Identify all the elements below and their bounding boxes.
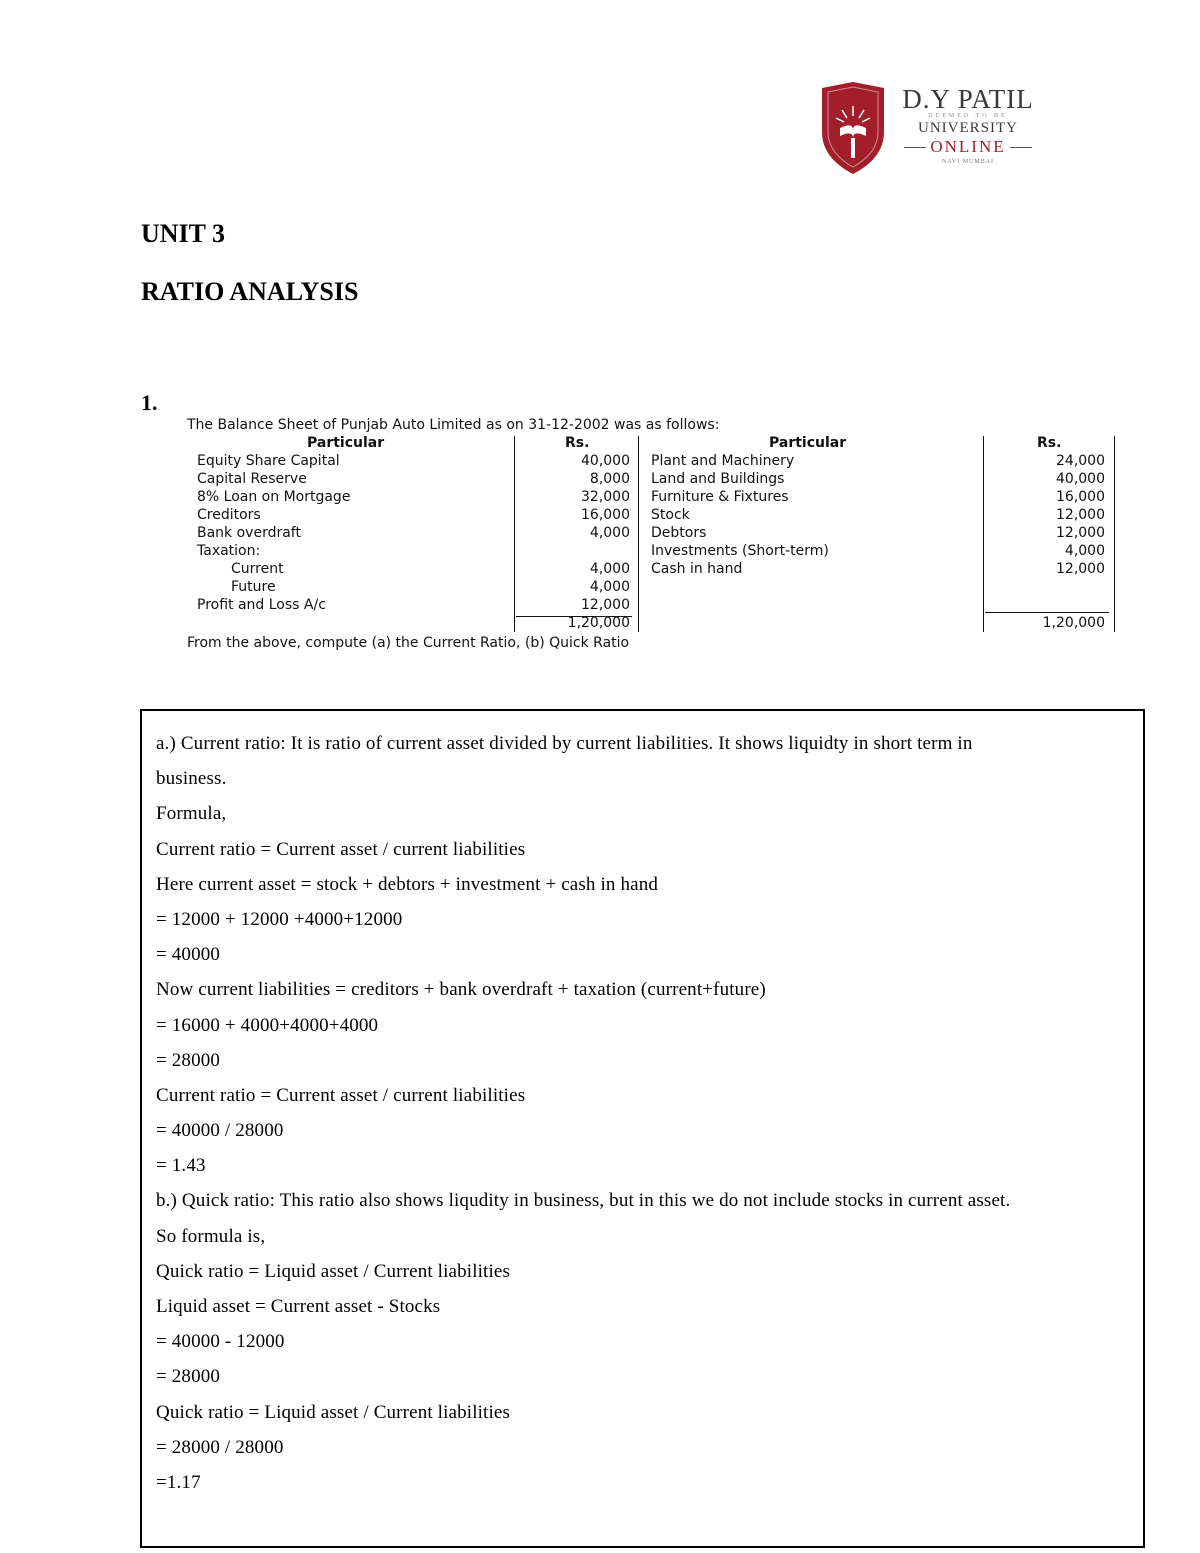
logo-rule-right: [1010, 147, 1032, 148]
liability-label: Equity Share Capital: [197, 453, 340, 469]
liability-amount: 4,000: [589, 579, 630, 595]
asset-label: Furniture & Fixtures: [651, 489, 789, 505]
liability-amount: 16,000: [581, 507, 630, 523]
answer-line: Current ratio = Current asset / current liabilities: [156, 1084, 526, 1106]
balance-sheet-table: [187, 434, 1117, 634]
header-left-amount: Rs.: [565, 435, 590, 451]
unit-title: UNIT 3: [141, 219, 226, 248]
divider-left-amount: [514, 436, 515, 632]
answer-box: [140, 709, 1145, 1548]
balance-sheet-question: From the above, compute (a) the Current Ratio, (b) Quick Ratio: [187, 635, 630, 651]
asset-amount: 24,000: [1056, 453, 1105, 469]
university-logo: [818, 80, 1040, 178]
liability-amount: 40,000: [581, 453, 630, 469]
logo-tagline: DEEMED TO BE: [928, 113, 1008, 119]
balance-sheet: [187, 416, 1117, 652]
asset-amount: 4,000: [1064, 543, 1105, 559]
answer-line: = 28000: [156, 1366, 221, 1388]
answer-line: = 40000: [156, 944, 221, 966]
header-right-amount: Rs.: [1037, 435, 1062, 451]
liability-amount: 32,000: [581, 489, 630, 505]
logo-online: ONLINE: [930, 137, 1006, 156]
answer-line: = 28000 / 28000: [156, 1436, 284, 1458]
total-rule-right: [985, 612, 1109, 613]
question-number: 1.: [141, 390, 158, 415]
liability-amount: 4,000: [589, 561, 630, 577]
logo-university: UNIVERSITY: [918, 120, 1018, 136]
subject-title: RATIO ANALYSIS: [141, 277, 359, 306]
asset-label: Cash in hand: [651, 561, 743, 577]
answer-line: Formula,: [156, 803, 227, 825]
answer-line: = 16000 + 4000+4000+4000: [156, 1014, 379, 1036]
liability-amount: 12,000: [581, 597, 630, 613]
answer-line: = 40000 - 12000: [156, 1331, 285, 1353]
liability-label: Profit and Loss A/c: [197, 597, 326, 613]
asset-label: Land and Buildings: [651, 471, 785, 487]
shield-emblem-icon: [818, 80, 888, 176]
asset-amount: 12,000: [1056, 507, 1105, 523]
liabilities-total: 1,20,000: [567, 615, 630, 631]
divider-center: [638, 436, 639, 632]
answer-line: b.) Quick ratio: This ratio also shows liqudity in business, but in this we do not include stocks in current asset.: [156, 1190, 1011, 1212]
liability-label: Taxation:: [197, 543, 261, 559]
logo-name: D.Y PATIL: [902, 84, 1034, 114]
asset-amount: 16,000: [1056, 489, 1105, 505]
asset-label: Stock: [651, 507, 690, 523]
liability-label: Future: [231, 579, 276, 595]
answer-line: Liquid asset = Current asset - Stocks: [156, 1296, 441, 1317]
logo-sub: NAVI MUMBAI: [941, 159, 995, 165]
balance-sheet-intro: The Balance Sheet of Punjab Auto Limited as on 31-12-2002 was as follows:: [187, 417, 720, 433]
divider-right-amount: [983, 436, 984, 632]
answer-line: Quick ratio = Liquid asset / Current liabilities: [156, 1401, 511, 1423]
liability-amount: 8,000: [589, 471, 630, 487]
answer-line: Now current liabilities = creditors + bank overdraft + taxation (current+future): [156, 979, 766, 1001]
answer-line: a.) Current ratio: It is ratio of current asset divided by current liabilities. It shows liquidty in short term in: [156, 733, 973, 754]
answer-line: Quick ratio = Liquid asset / Current liabilities: [156, 1260, 511, 1282]
answer-line: = 12000 + 12000 +4000+12000: [156, 908, 403, 930]
answer-line: So formula is,: [156, 1225, 266, 1247]
liability-label: 8% Loan on Mortgage: [197, 489, 351, 505]
answer-line: Here current asset = stock + debtors + investment + cash in hand: [156, 873, 658, 895]
answer-line: =1.17: [156, 1471, 201, 1493]
asset-amount: 40,000: [1056, 471, 1105, 487]
asset-label: Debtors: [651, 525, 707, 541]
liability-amount: 4,000: [589, 525, 630, 541]
liability-label: Current: [231, 561, 284, 577]
header-left-particular: Particular: [307, 435, 385, 451]
answer-line: = 40000 / 28000: [156, 1120, 284, 1142]
liability-label: Bank overdraft: [197, 525, 301, 541]
answer-line: business.: [156, 768, 227, 790]
logo-rule-left: [904, 147, 926, 148]
asset-label: Plant and Machinery: [651, 453, 795, 469]
asset-amount: 12,000: [1056, 561, 1105, 577]
answer-line: = 28000: [156, 1049, 221, 1071]
asset-amount: 12,000: [1056, 525, 1105, 541]
answer-text: [156, 726, 1131, 1500]
liability-label: Creditors: [197, 507, 261, 523]
answer-line: = 1.43: [156, 1155, 206, 1177]
answer-line: Current ratio = Current asset / current liabilities: [156, 838, 526, 860]
asset-label: Investments (Short-term): [651, 543, 829, 559]
assets-total: 1,20,000: [1042, 615, 1105, 631]
divider-right-edge: [1114, 436, 1115, 632]
header-right-particular: Particular: [769, 435, 847, 451]
liability-label: Capital Reserve: [197, 471, 307, 487]
